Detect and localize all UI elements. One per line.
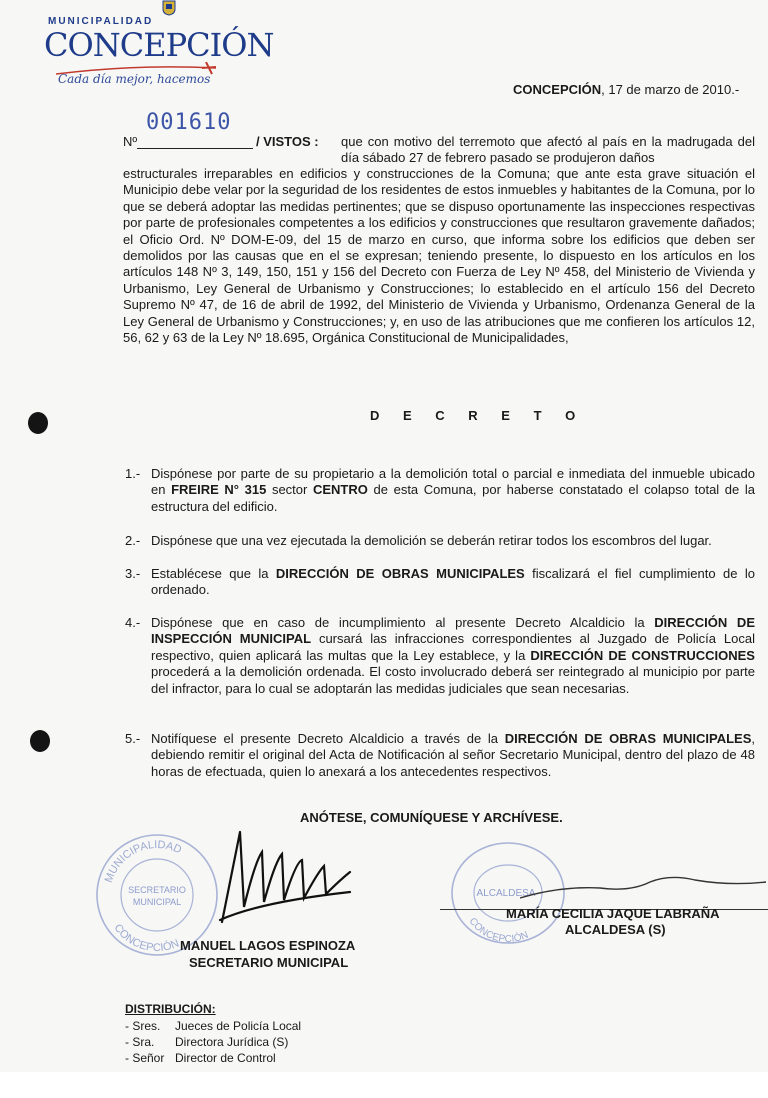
logo-city-name: CONCEPCIÓN [44,26,274,64]
distribution-heading: DISTRIBUCIÓN: [125,1002,216,1016]
secretario-title: SECRETARIO MUNICIPAL [189,955,349,970]
binder-hole [28,412,48,434]
binder-hole [30,730,50,752]
item-number: 4.- [125,615,141,630]
svg-text:CONCEPCIÓN: CONCEPCIÓN [111,922,181,955]
item-number: 1.- [125,466,141,481]
item-number: 5.- [125,731,141,746]
alcaldesa-name: MARÍA CECILIA JAQUE LABRAÑA [506,906,720,921]
coat-of-arms-icon [162,0,176,16]
svg-text:MUNICIPALIDAD: MUNICIPALIDAD [102,838,184,885]
decree-item-1: Dispónese por parte de su propietario a la demolición total o parcial e inmediata del inmueble ubicado en FREIRE N° 315 sector CENTRO de esta Comuna, por haberse constatado el colapso total de la estructura del edificio. [151,466,756,514]
svg-text:SECRETARIO: SECRETARIO [128,885,186,895]
date-line [513,82,739,97]
distribution-row: - Señor Director de Control [125,1051,276,1065]
decree-number-label: Nº [123,134,138,149]
city-name: CONCEPCIÓN [513,82,602,97]
decree-item-3: Establécese que la DIRECCIÓN DE OBRAS MUNICIPALES fiscalizará el fiel cumplimiento de lo ordenado. [151,566,755,598]
alcaldesa-signature [520,868,768,908]
closing-formula: ANÓTESE, COMUNÍQUESE Y ARCHÍVESE. [300,810,563,825]
scan-bottom-margin [0,1072,768,1098]
document-date: , 17 de marzo de 2010.- [601,82,740,97]
item-number: 3.- [125,566,141,581]
decreto-heading: D E C R E T O [370,408,586,423]
vistos-first-lines: que con motivo del terremoto que afectó al país en la madrugada del día sábado 27 de febrero pasado se produjeron daños [341,134,755,166]
logo-tagline: Cada día mejor, hacemos [58,72,211,86]
distribution-row: - Sra. Directora Jurídica (S) [125,1035,289,1049]
secretario-signature [200,822,370,932]
decree-number-stamp: 001610 [146,110,232,135]
decree-item-4: Dispónese que en caso de incumplimiento al presente Decreto Alcaldicio la DIRECCIÓN DE INSPECCIÓN MUNICIPAL cursará las infracciones correspondientes al Juzgado de Policía Local respectivo, quien aplicará las multas que la Ley establece, y la DIRECCIÓN DE CONSTRUCCIONES procederá a la demolición ordenada. El costo involucrado deberá ser reintegrado al municipio por parte del infractor, para lo cual se adoptarán las medidas judiciales que sean necesarias. [151,615,756,696]
decree-item-2: Dispónese que una vez ejecutada la demolición se deberán retirar todos los escombros del lugar. [151,533,712,548]
distribution-row: - Sres. Jueces de Policía Local [125,1019,302,1033]
logo-municipalidad-text: MUNICIPALIDAD [48,16,154,27]
item-number: 2.- [125,533,141,548]
vistos-paragraph: estructurales irreparables en edificios y construcciones de la Comuna; que ante esta grave situación el Municipio debe velar por la seguridad de los residentes de estos inmuebles y habitantes de la Comuna, por lo que se deberá adoptar las medidas pertinentes; que se dispuso oportunamente las inspecciones respectivas por parte de profesionales competentes a los edificios y construcciones que resultaron gravemente dañados; el Oficio Ord. Nº DOM-E-09, del 15 de marzo en curso, que informa sobre los edificios que deben ser demolidos por las causas que en el se expresan; teniendo presente, lo dispuesto en los artículos en los artículos 148 Nº 3, 149, 150, 151 y 156 del Decreto con Fuerza de Ley Nº 458, del Ministerio de Vivienda y Urbanismo, Ley General de Urbanismo y Construcciones; lo establecido en el artículo 156 del Decreto Supremo Nº 47, de 16 de abril de 1992, del Ministerio de Vivienda y Urbanismo, Ordenanza General de la Ley General de Urbanismo y Construcciones; y, en uso de las atribuciones que me confieren los artículos 12, 56, 62 y 63 de la Ley Nº 18.695, Orgánica Constitucional de Municipalidades, [123,166,755,346]
decree-number-underline [137,148,253,149]
svg-text:ALCALDESA: ALCALDESA [476,888,536,899]
svg-text:MUNICIPAL: MUNICIPAL [132,897,182,907]
alcaldesa-title: ALCALDESA (S) [565,922,666,937]
decree-item-5: Notifíquese el presente Decreto Alcaldicio a través de la DIRECCIÓN DE OBRAS MUNICIPALES, debiendo remitir el original del Acta de Notificación al señor Secretario Municipal, dentro del plazo de 48 horas de efectuada, quien lo anexará a los antecedentes respectivos. [151,731,755,779]
svg-text:CONCEPCIÓN: CONCEPCIÓN [466,915,531,946]
secretario-name: MANUEL LAGOS ESPINOZA [180,938,356,953]
vistos-label: / VISTOS : [256,134,319,149]
